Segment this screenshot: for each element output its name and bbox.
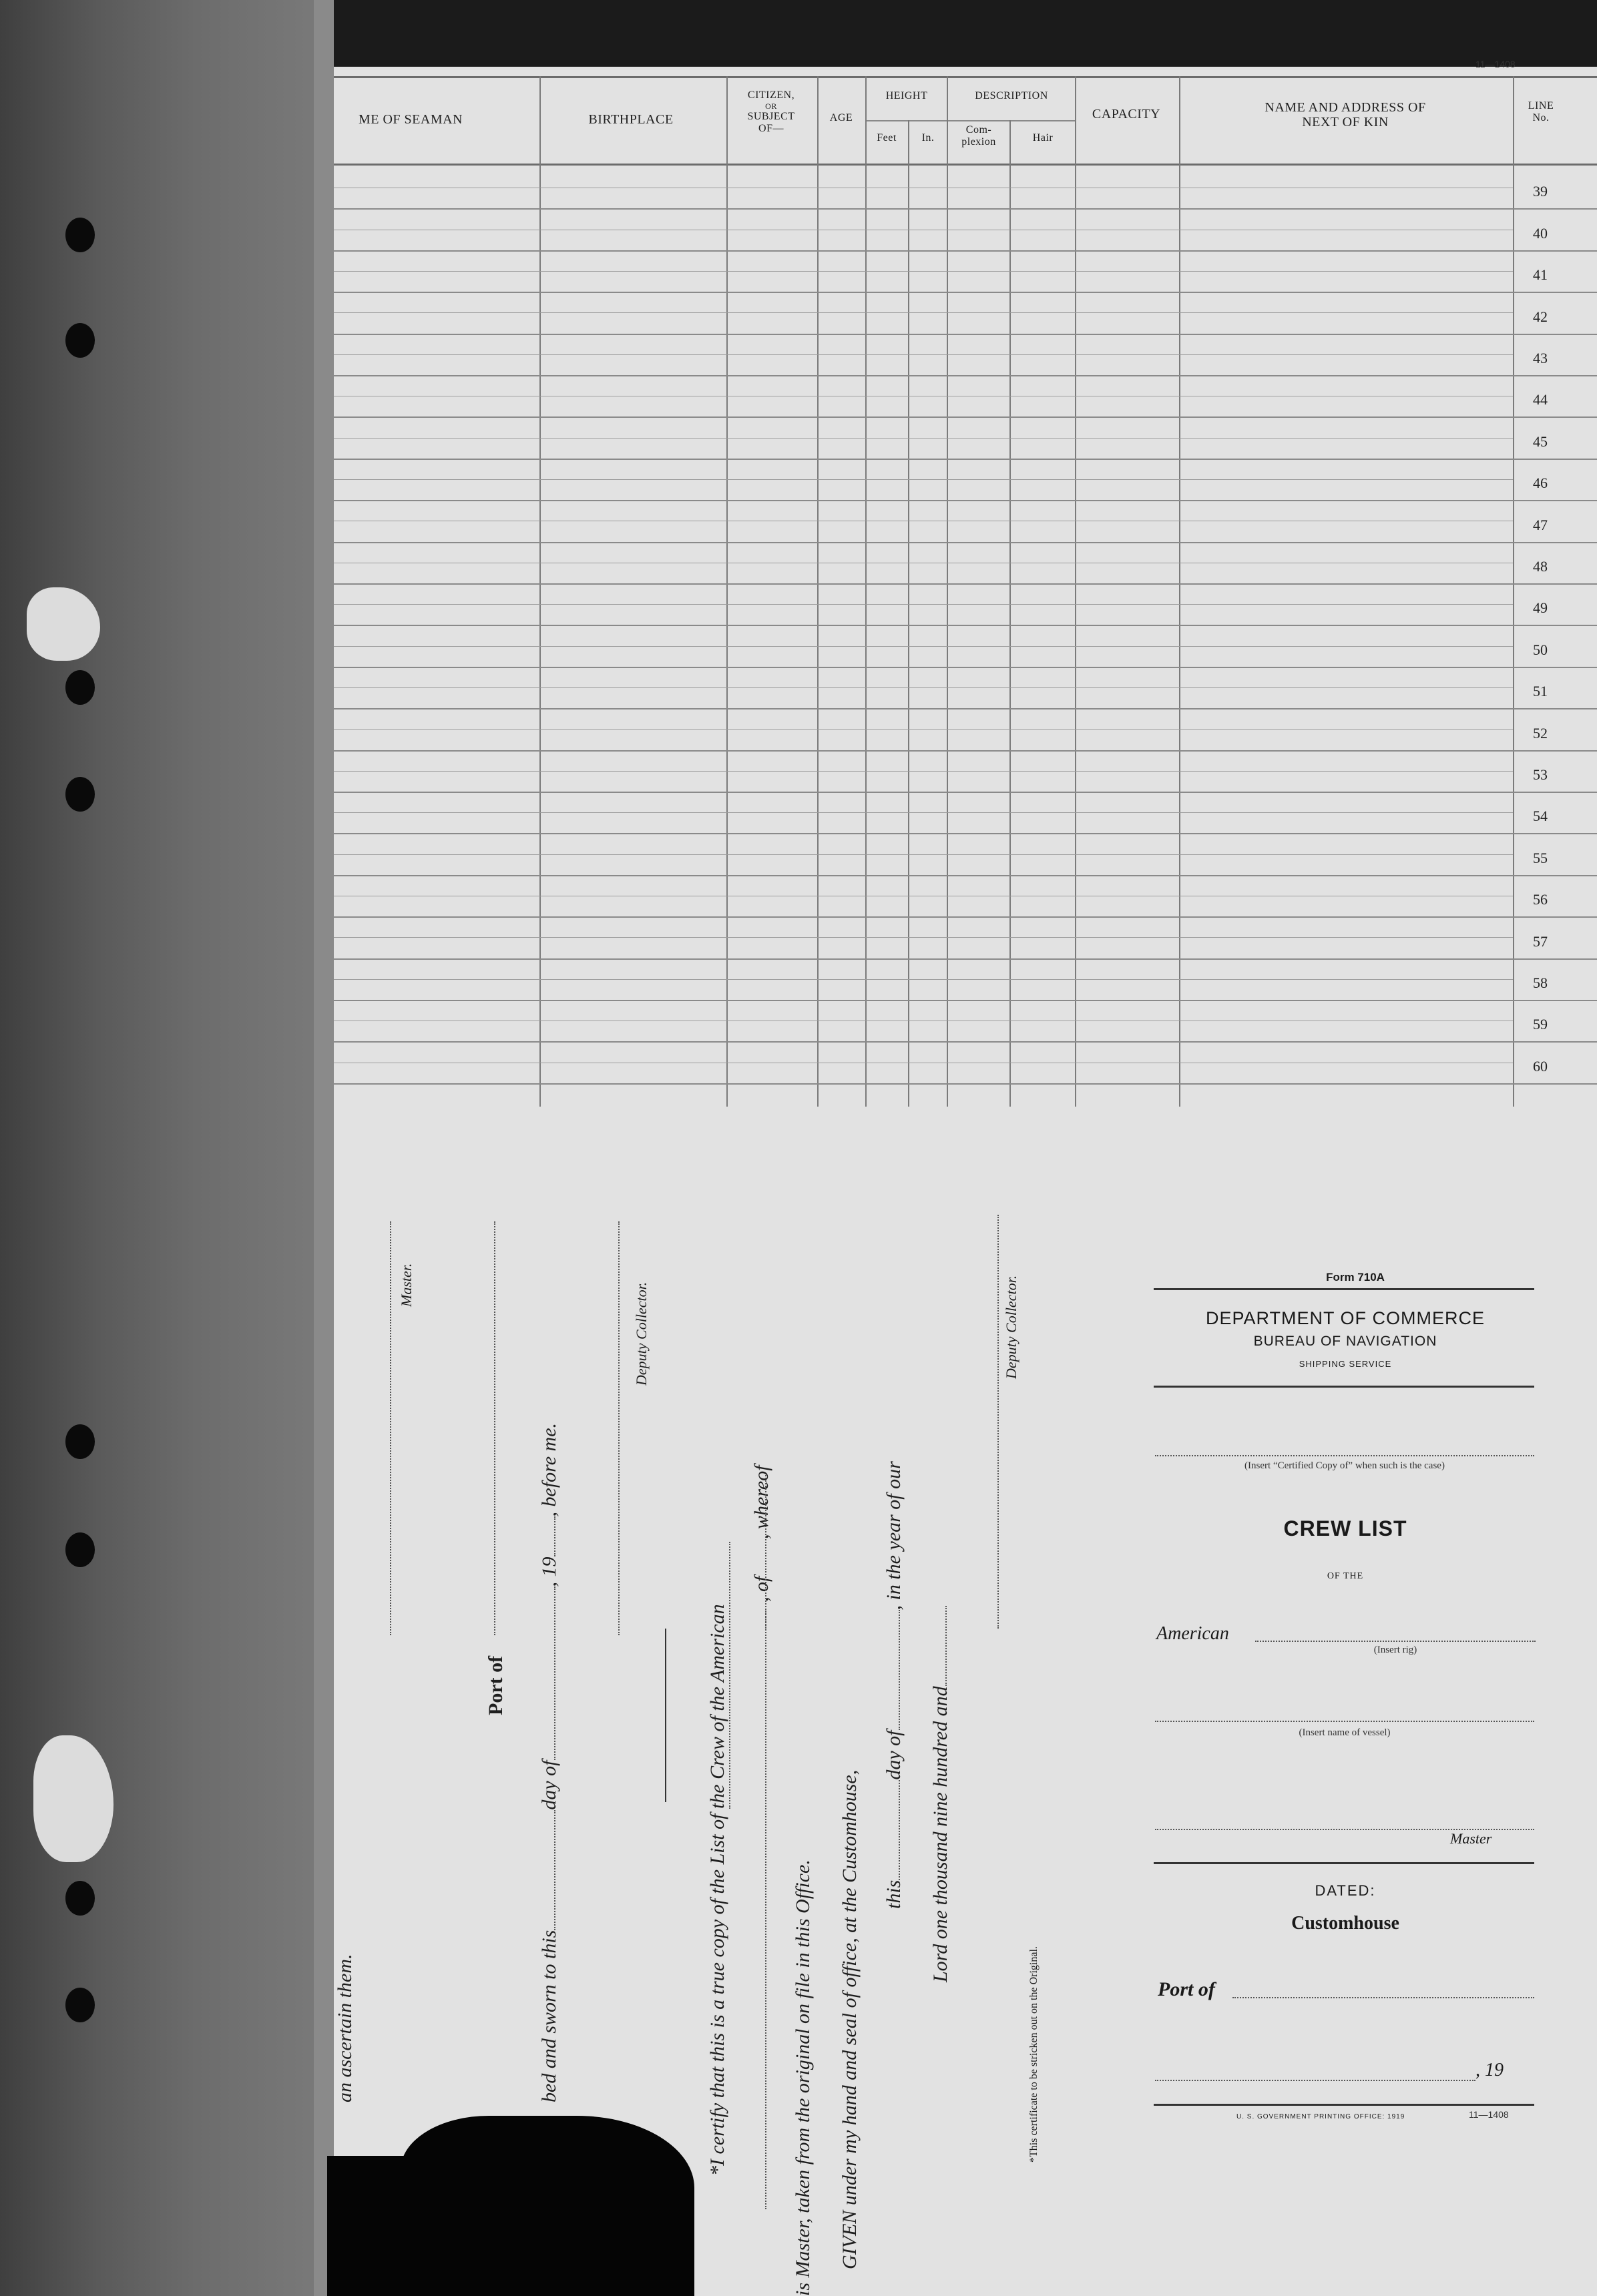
- line-number: 50: [1533, 641, 1548, 658]
- is-master-text: is Master, taken from the original on file in this Office.: [792, 1859, 814, 2296]
- table-row-rule: [294, 334, 1597, 335]
- table-row-rule: [294, 542, 1597, 543]
- line-number: 49: [1533, 599, 1548, 617]
- punch-hole: [65, 1881, 95, 1916]
- table-row-subrule: [294, 771, 1513, 772]
- header-age: AGE: [829, 112, 853, 123]
- line-number: 57: [1533, 932, 1548, 950]
- cover-rule: [1154, 1288, 1534, 1290]
- of-the-label: OF THE: [1327, 1571, 1364, 1581]
- master-signature-line: [390, 1221, 393, 1635]
- line-number: 54: [1533, 808, 1548, 825]
- master-label: Master.: [398, 1263, 415, 1307]
- deputy-collector-label-2: Deputy Collector.: [1003, 1275, 1019, 1379]
- table-row-rule: [294, 250, 1597, 252]
- bureau-title: BUREAU OF NAVIGATION: [1253, 1334, 1437, 1349]
- header-bottom-rule: [294, 164, 1597, 166]
- cover-rule: [1154, 2104, 1534, 2106]
- binding-stub: [0, 0, 327, 2296]
- lord-text: Lord one thousand nine hundred and: [929, 1606, 952, 1982]
- header-birthplace: BIRTHPLACE: [588, 112, 674, 127]
- header-hair: Hair: [1032, 132, 1054, 144]
- punch-hole: [65, 323, 95, 358]
- line-number: 46: [1533, 475, 1548, 492]
- table-row-subrule: [294, 646, 1513, 647]
- header-inches: In.: [921, 132, 935, 144]
- department-title: DEPARTMENT OF COMMERCE: [1205, 1308, 1486, 1328]
- master-name-line: [765, 1475, 768, 1629]
- table-row-rule: [294, 1041, 1597, 1043]
- line-number: 59: [1533, 1016, 1548, 1033]
- line-number: 56: [1533, 891, 1548, 908]
- given-text: GIVEN under my hand and seal of office, at the Customhouse,: [839, 1769, 861, 2269]
- punch-hole: [65, 1424, 95, 1459]
- vessel-name-line: [1155, 1721, 1534, 1722]
- table-row-rule: [294, 292, 1597, 293]
- form-code-top: 11—1408: [1475, 59, 1516, 69]
- table-row-subrule: [294, 937, 1513, 938]
- line-number: 43: [1533, 350, 1548, 366]
- line-number: 55: [1533, 849, 1548, 866]
- subscribed-text: bed and sworn to thisday of, 19, before me.: [538, 1422, 560, 2102]
- certify-text: *I certify that this is a true copy of the List of the Crew of the American: [706, 1604, 728, 2176]
- line-number: 42: [1533, 308, 1548, 325]
- cover-year-label: , 19: [1475, 2060, 1504, 2080]
- table-row-subrule: [294, 312, 1513, 313]
- service-title: SHIPPING SERVICE: [1299, 1359, 1392, 1369]
- form-number: Form 710A: [1326, 1271, 1385, 1283]
- certified-copy-line: [1155, 1455, 1534, 1456]
- american-label: American: [1156, 1623, 1229, 1644]
- insert-rig-caption: (Insert rig): [1373, 1645, 1417, 1655]
- cover-rule: [1154, 1386, 1534, 1388]
- table-row-rule: [294, 1083, 1597, 1085]
- table-row-rule: [294, 459, 1597, 460]
- printer-imprint: U. S. GOVERNMENT PRINTING OFFICE: 1919: [1236, 2113, 1405, 2120]
- header-capacity: CAPACITY: [1092, 107, 1161, 121]
- table-top-rule: [294, 76, 1597, 78]
- punch-hole: [65, 1988, 95, 2022]
- insert-vessel-caption: (Insert name of vessel): [1299, 1727, 1391, 1738]
- table-row-rule: [294, 958, 1597, 960]
- torn-corner: [401, 2116, 694, 2296]
- punch-hole: [65, 218, 95, 252]
- table-row-rule: [294, 208, 1597, 210]
- deputy-collector-label-1: Deputy Collector.: [633, 1281, 650, 1386]
- place-line: [765, 1609, 768, 2209]
- column-rule: [865, 76, 867, 1107]
- port-of-label: Port of: [485, 1655, 507, 1715]
- column-rule: [1075, 76, 1076, 1107]
- whereof-text: , whereof: [750, 1465, 772, 1539]
- table-row-rule: [294, 500, 1597, 501]
- form-code-bottom: 11—1408: [1469, 2109, 1509, 2120]
- line-number: 52: [1533, 724, 1548, 742]
- header-next-of-kin: NAME AND ADDRESS OF NEXT OF KIN: [1265, 100, 1426, 129]
- table-row-rule: [294, 708, 1597, 709]
- table-row-rule: [294, 792, 1597, 793]
- column-rule: [539, 76, 541, 1107]
- line-number: 58: [1533, 974, 1548, 991]
- line-number: 39: [1533, 183, 1548, 200]
- header-sub-rule: [867, 120, 1075, 121]
- column-rule: [726, 76, 728, 1107]
- cover-port-of-label: Port of: [1158, 1978, 1215, 2000]
- column-rule: [1179, 76, 1180, 1107]
- crew-list-title: CREW LIST: [1283, 1516, 1407, 1540]
- table-row-rule: [294, 375, 1597, 376]
- header-line-no: LINE No.: [1528, 100, 1554, 123]
- table-row-rule: [294, 625, 1597, 626]
- insert-certified-caption: (Insert “Certified Copy of” when such is the case): [1244, 1460, 1445, 1471]
- rig-line: [1255, 1641, 1536, 1642]
- line-number: 47: [1533, 516, 1548, 533]
- table-row-subrule: [294, 438, 1513, 439]
- cover-rule: [1154, 1862, 1534, 1864]
- table-row-subrule: [294, 687, 1513, 688]
- cover-date-line: [1155, 2080, 1475, 2081]
- customhouse-label: Customhouse: [1291, 1913, 1399, 1934]
- line-number: 60: [1533, 1057, 1548, 1075]
- table-row-subrule: [294, 354, 1513, 355]
- this-day-text: thisday of, in the year of our: [883, 1461, 905, 1909]
- table-row-rule: [294, 875, 1597, 876]
- column-rule: [947, 76, 948, 1107]
- header-citizen: CITIZEN, OR SUBJECT OF—: [747, 89, 795, 134]
- header-name-of-seaman: ME OF SEAMAN: [358, 112, 463, 127]
- column-rule: [817, 76, 819, 1107]
- line-number: 44: [1533, 391, 1548, 408]
- line-number: 41: [1533, 266, 1548, 284]
- table-row-subrule: [294, 854, 1513, 855]
- table-row-rule: [294, 416, 1597, 418]
- of-text: , of: [750, 1576, 772, 1602]
- table-row-rule: [294, 583, 1597, 585]
- header-height: HEIGHT: [885, 90, 928, 101]
- cover-port-line: [1232, 1997, 1534, 1998]
- table-row-subrule: [294, 479, 1513, 480]
- header-description: DESCRIPTION: [975, 90, 1048, 101]
- certificate-footnote: *This certificate to be stricken out on the Original.: [1028, 1946, 1040, 2163]
- deputy-signature-line-2: [997, 1215, 1000, 1629]
- line-number: 51: [1533, 683, 1548, 700]
- table-row-rule: [294, 833, 1597, 834]
- table-row-subrule: [294, 604, 1513, 605]
- header-feet: Feet: [877, 132, 897, 144]
- table-row-rule: [294, 1000, 1597, 1001]
- ascertain-text: an ascertain them.: [334, 1954, 356, 2102]
- table-row-subrule: [294, 271, 1513, 272]
- table-row-rule: [294, 916, 1597, 918]
- punch-hole: [65, 777, 95, 812]
- table-row-rule: [294, 750, 1597, 752]
- line-number: 53: [1533, 766, 1548, 783]
- punch-hole: [65, 1532, 95, 1567]
- deputy-signature-line: [618, 1221, 621, 1635]
- port-of-line: [494, 1221, 497, 1635]
- line-number: 45: [1533, 433, 1548, 450]
- divider-rule: [665, 1629, 666, 1802]
- table-row-rule: [294, 667, 1597, 668]
- table-row-subrule: [294, 812, 1513, 813]
- header-complexion: Com- plexion: [961, 124, 996, 148]
- punch-hole: [65, 670, 95, 705]
- torn-corner: [327, 2156, 407, 2296]
- vessel-line: [729, 1542, 732, 1809]
- line-number: 40: [1533, 224, 1548, 242]
- dated-label: DATED:: [1315, 1882, 1376, 1899]
- stub-edge: [314, 0, 334, 2296]
- table-row-subrule: [294, 729, 1513, 730]
- table-row-subrule: [294, 979, 1513, 980]
- line-number: 48: [1533, 558, 1548, 575]
- cover-master-label: Master: [1450, 1830, 1492, 1847]
